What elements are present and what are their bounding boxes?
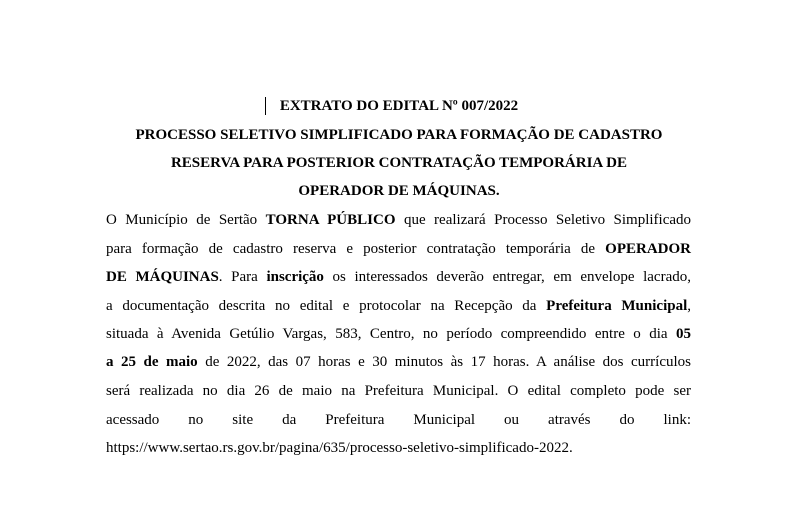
body-line-5: situada à Avenida Getúlio Vargas, 583, Centro, no período compreendido entre o dia 05 xyxy=(106,326,691,342)
body-line-7: será realizada no dia 26 de maio na Prefeitura Municipal. O edital completo pode ser xyxy=(106,383,691,399)
edital-title: EXTRATO DO EDITAL Nº 007/2022 xyxy=(279,98,519,114)
body-line-3: DE MÁQUINAS. Para inscrição os interessados deverão entregar, em envelope lacrado, xyxy=(106,269,691,285)
body-line-2: para formação de cadastro reserva e posterior contratação temporária de OPERADOR xyxy=(106,241,691,257)
body-line-8: acessado no site da Prefeitura Municipal ou através do link: xyxy=(106,412,691,428)
heading-line-1: PROCESSO SELETIVO SIMPLIFICADO PARA FORMAÇÃO DE CADASTRO xyxy=(135,127,663,143)
body-line-6: a 25 de maio de 2022, das 07 horas e 30 minutos às 17 horas. A análise dos currículos xyxy=(106,354,692,370)
heading-line-3: OPERADOR DE MÁQUINAS. xyxy=(298,183,500,199)
body-line-1: O Município de Sertão TORNA PÚBLICO que realizará Processo Seletivo Simplificado xyxy=(106,212,692,228)
edital-link[interactable]: https://www.sertao.rs.gov.br/pagina/635/processo-seletivo-simplificado-2022. xyxy=(106,440,573,456)
body-line-4: a documentação descrita no edital e protocolar na Recepção da Prefeitura Municipal, xyxy=(106,298,691,314)
heading-line-2: RESERVA PARA POSTERIOR CONTRATAÇÃO TEMPORÁRIA DE xyxy=(170,155,628,171)
